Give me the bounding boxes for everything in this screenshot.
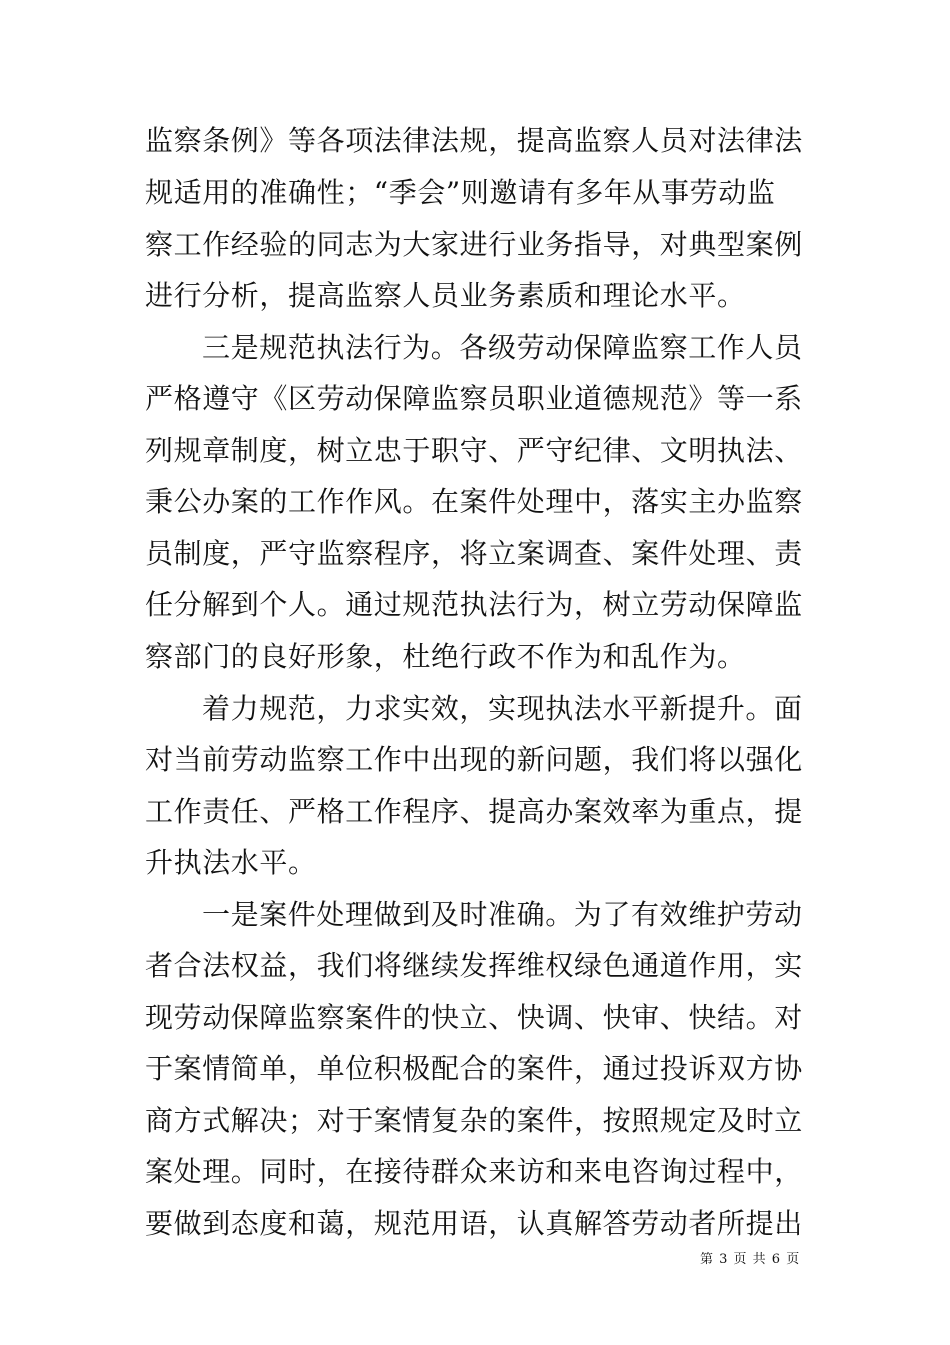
text-line: 现劳动保障监察案件的快立、快调、快审、快结。对 [145, 1001, 803, 1034]
text-line: 者合法权益，我们将继续发挥维权绿色通道作用，实 [145, 949, 803, 982]
text-line: 列规章制度，树立忠于职守、严守纪律、文明执法、 [145, 434, 803, 467]
paragraph-first-line: 三是规范执法行为。各级劳动保障监察工作人员 [202, 331, 803, 364]
text-line: 案处理。同时，在接待群众来访和来电咨询过程中， [145, 1155, 803, 1188]
text-line: 员制度，严守监察程序，将立案调查、案件处理、责 [145, 537, 803, 570]
text-line: 任分解到个人。通过规范执法行为，树立劳动保障监 [145, 588, 803, 621]
text-line: 工作责任、严格工作程序、提高办案效率为重点，提 [145, 795, 803, 828]
text-line: 监察条例》等各项法律法规，提高监察人员对法律法 [145, 124, 803, 157]
paragraph-first-line: 着力规范，力求实效，实现执法水平新提升。面 [202, 692, 803, 725]
text-line: 规适用的准确性；“季会”则邀请有多年从事劳动监 [145, 176, 776, 209]
text-line: 进行分析，提高监察人员业务素质和理论水平。 [145, 279, 746, 312]
page-number-footer: 第 3 页 共 6 页 [700, 1252, 801, 1267]
text-line: 察部门的良好形象，杜绝行政不作为和乱作为。 [145, 640, 746, 673]
text-line: 于案情简单，单位积极配合的案件，通过投诉双方协 [145, 1052, 803, 1085]
text-line: 商方式解决；对于案情复杂的案件，按照规定及时立 [145, 1104, 803, 1137]
text-line: 对当前劳动监察工作中出现的新问题，我们将以强化 [145, 743, 803, 776]
text-line: 严格遵守《区劳动保障监察员职业道德规范》等一系 [145, 382, 803, 415]
text-line: 察工作经验的同志为大家进行业务指导，对典型案例 [145, 228, 803, 261]
text-line: 要做到态度和蔼，规范用语，认真解答劳动者所提出 [145, 1207, 803, 1240]
text-line: 秉公办案的工作作风。在案件处理中，落实主办监察 [145, 485, 803, 518]
paragraph-first-line: 一是案件处理做到及时准确。为了有效维护劳动 [202, 898, 803, 931]
text-line: 升执法水平。 [145, 846, 317, 879]
